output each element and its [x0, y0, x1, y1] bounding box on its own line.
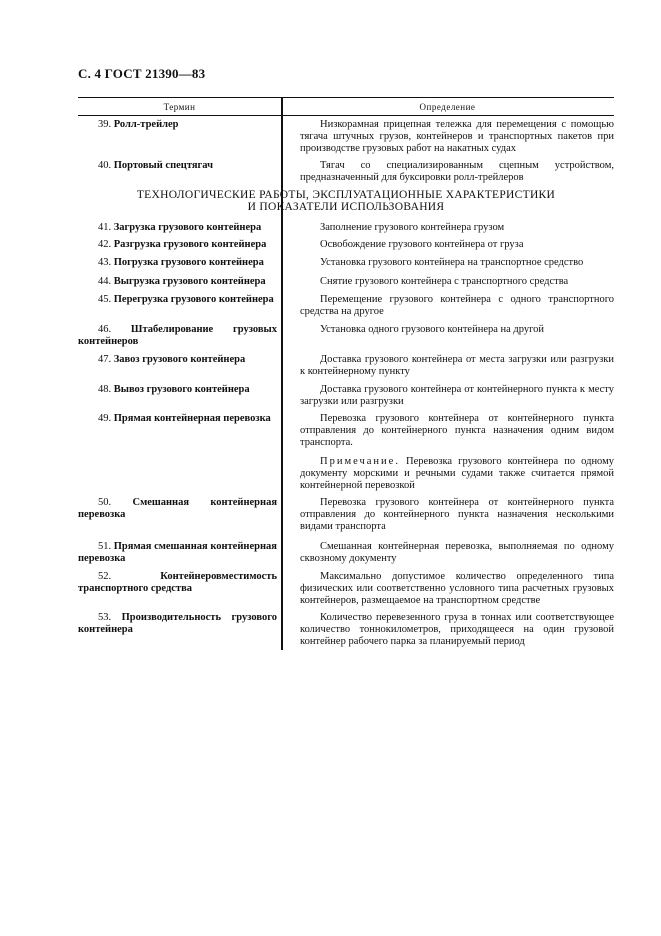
note-label: Примечание.: [320, 456, 400, 467]
term-cell: 48. Вывоз грузового контейнера: [98, 384, 250, 395]
term-text: Завоз грузового контейнера: [113, 354, 246, 365]
column-divider: [281, 97, 283, 650]
definition-cell: Доставка грузового контейнера от места загрузки или разгрузки к контейнерному пункту: [300, 354, 614, 377]
definition-cell: Смешанная контейнерная перевозка, выполняемая по одному сквозному документу: [300, 541, 614, 564]
term-text: Загрузка грузового контейнера: [113, 222, 262, 233]
definition-cell: Количество перевезенного груза в тоннах или соответствующее количество тоннокилометров, приходящееся на один грузовой контейнер рабочего парка за планируемый период: [300, 612, 614, 647]
term-cell: 46. Штабелирование грузовых контейнеров: [78, 324, 277, 347]
term-cell: 40. Портовый спецтягач: [98, 160, 214, 171]
term-text: Разгрузка грузового контейнера: [113, 239, 267, 250]
definition-cell: Установка одного грузового контейнера на другой: [320, 324, 545, 335]
term-text: Ролл-трейлер: [113, 119, 179, 130]
note-text: Перевозка грузового контейнера по одному документу морскими и речными судами также считается прямой контейнерной перевозкой: [300, 456, 615, 491]
term-cell: 49. Прямая контейнерная перевозка: [98, 413, 271, 424]
section-title: ТЕХНОЛОГИЧЕСКИЕ РАБОТЫ, ЭКСПЛУАТАЦИОННЫЕ ХАРАКТЕРИСТИКИ И ПОКАЗАТЕЛИ ИСПОЛЬЗОВАНИЯ: [136, 189, 556, 213]
term-cell: 45. Перегрузка грузового контейнера: [98, 294, 274, 305]
term-text: Контейнеровместимость транспортного средства: [78, 571, 277, 594]
term-cell: 51. Прямая смешанная контейнерная перевозка: [78, 541, 277, 564]
term-cell: 50. Смешанная контейнерная перевозка: [78, 497, 277, 520]
terms-table: [78, 97, 614, 116]
term-cell: 43. Погрузка грузового контейнера: [98, 257, 264, 268]
term-cell: 44. Выгрузка грузового контейнера: [98, 276, 266, 287]
term-text: Перегрузка грузового контейнера: [113, 294, 274, 305]
definition-cell: Перевозка грузового контейнера от контейнерного пункта отправления до контейнерного пункта назначения одним видом транспорта.: [300, 413, 614, 448]
definition-cell: Перевозка грузового контейнера от контейнерного пункта отправления до контейнерного пункта назначения несколькими видами транспорта: [300, 497, 614, 532]
term-text: Штабелирование грузовых контейнеров: [78, 324, 277, 347]
term-text: Выгрузка грузового контейнера: [113, 276, 266, 287]
column-definition-header: Определение: [419, 101, 476, 112]
page-header: С. 4 ГОСТ 21390—83: [78, 66, 206, 81]
definition-cell: Установка грузового контейнера на транспортное средство: [320, 257, 584, 268]
term-text: Смешанная контейнерная перевозка: [78, 497, 277, 520]
term-text: Погрузка грузового контейнера: [113, 257, 264, 268]
term-cell: 41. Загрузка грузового контейнера: [98, 222, 262, 233]
term-text: Вывоз грузового контейнера: [113, 384, 250, 395]
note-cell: [300, 456, 614, 492]
definition-cell: Тягач со специализированным сцепным устройством, предназначенный для буксировки ролл-трейлеров: [300, 160, 614, 183]
table-header: [78, 97, 614, 116]
term-text: Прямая смешанная контейнерная перевозка: [78, 541, 277, 564]
definition-cell: Заполнение грузового контейнера грузом: [320, 222, 505, 233]
term-cell: 53. Производительность грузового контейнера: [78, 612, 277, 635]
term-cell: 39. Ролл-трейлер: [98, 119, 179, 130]
column-term-header: Термин: [163, 101, 196, 112]
definition-cell: Снятие грузового контейнера с транспортного средства: [320, 276, 569, 287]
definition-cell: Перемещение грузового контейнера с одного транспортного средства на другое: [300, 294, 614, 317]
term-text: Портовый спецтягач: [113, 160, 214, 171]
definition-cell: Освобождение грузового контейнера от груза: [320, 239, 524, 250]
term-text: Прямая контейнерная перевозка: [113, 413, 271, 424]
term-text: Производительность грузового контейнера: [78, 612, 277, 635]
definition-cell: Низкорамная прицепная тележка для перемещения с помощью тягача штучных грузов, контейнеров и транспортных пакетов при производстве грузовых работ на накатных судах: [300, 119, 614, 154]
term-cell: 52. Контейнеровместимость транспортного средства: [78, 571, 277, 594]
definition-cell: Доставка грузового контейнера от контейнерного пункта к месту загрузки или разгрузки: [300, 384, 614, 407]
term-cell: 42. Разгрузка грузового контейнера: [98, 239, 267, 250]
term-cell: 47. Завоз грузового контейнера: [98, 354, 246, 365]
definition-cell: Максимально допустимое количество определенного типа физических или соответственно условного типа расчетных грузовых контейнеров, размещаемое на транспортном средстве: [300, 571, 614, 606]
